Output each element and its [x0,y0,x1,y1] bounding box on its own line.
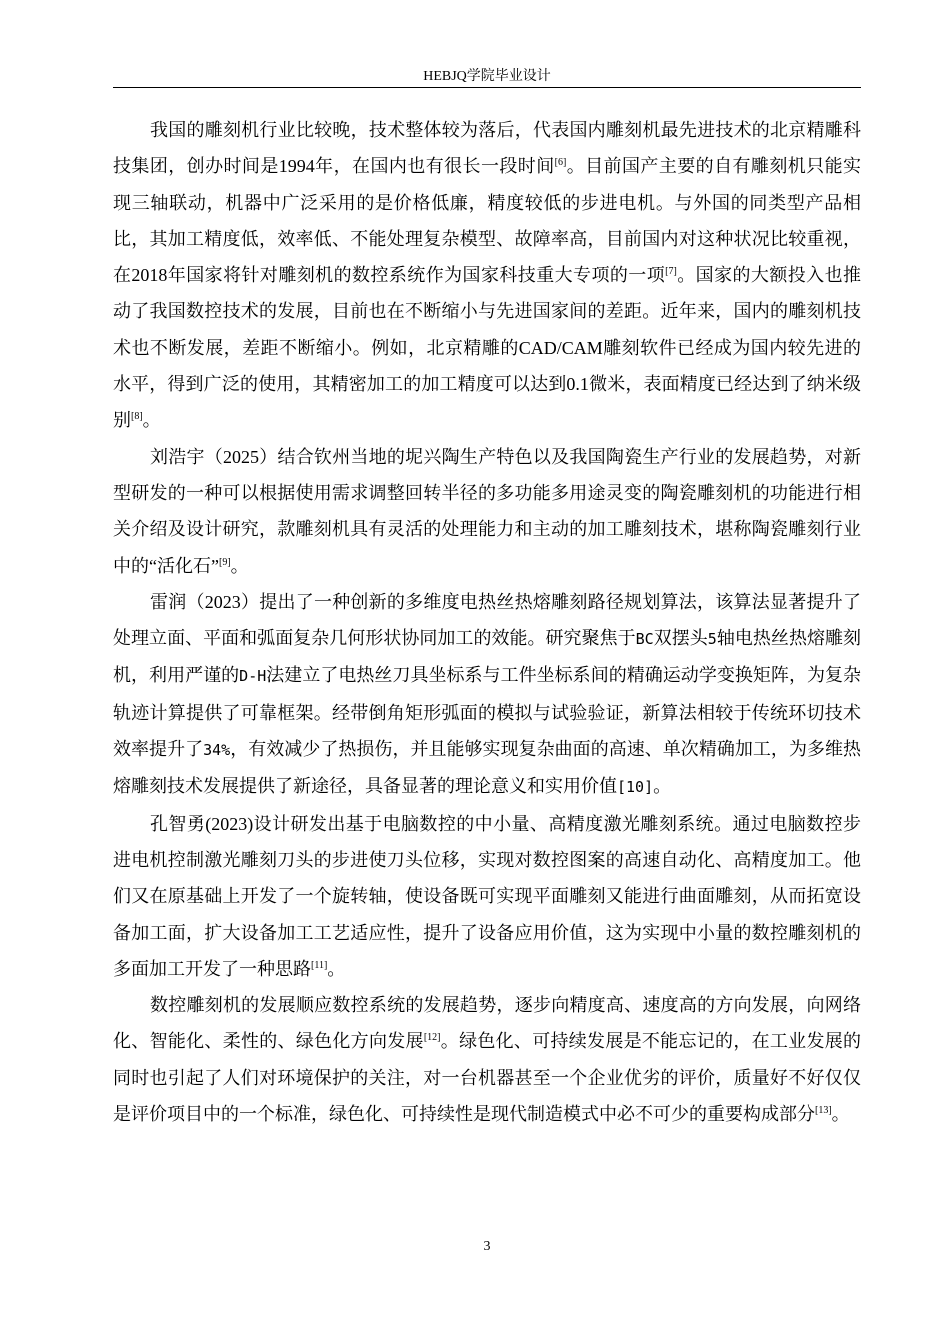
text-run: [10] [617,778,654,797]
text-run: 。国家的大额投入也推动了我国数控技术的发展，目前也在不断缩小与先进国家间的差距。近年来，国内的雕刻机技术也不断发展，差距不断缩小。例如，北京精雕的CAD/CAM雕刻软件已经成为国内较先进的水平，得到广泛的使用，其精密加工的加工精度可以达到0.1微米，表面精度已经达到了纳米级别 [113,265,861,431]
citation-marker: [8] [131,411,143,423]
text-run: 34% [203,741,231,760]
text-run: 雷润（2023）提出了一种创新的多维度电热丝热熔雕刻路径规划算法，该算法显著提升了处理立面、平面和弧面复杂几何形状协同加工的效能。研究聚焦于 [113,591,861,649]
text-run: 。目前国产主要的自有雕刻机只能实现三轴联动，机器中广泛采用的是价格低廉，精度较低的步进电机。与外国的同类型产品相比，其加工精度低，效率低、不能处理复杂模型、故障率高，目前国内对这种状况比较重视，在2018年国家将针对雕刻机的数控系统作为国家科技重大专项的一项 [113,156,862,286]
text-run: 数控雕刻机的发展顺应数控系统的发展趋势，逐步向精度高、速度高的方向发展，向网络化、智能化、柔性的、绿色化方向发展 [113,995,861,1052]
citation-marker: [11] [311,959,328,971]
header-divider [113,87,861,88]
citation-marker: [7] [665,266,677,278]
text-run: 。 [230,555,249,576]
page-header: HEBJQ学院毕业设计 [423,69,551,84]
page-number: 3 [483,1239,491,1254]
text-run: 法建立了电热丝刀具坐标系与工件坐标系间的精确运动学变换矩阵，为复杂轨迹计算提供了可靠框架。经带倒角矩形弧面的模拟与试验验证，新算法相较于传统环切技术效率提升了 [113,665,862,760]
paragraph-liu-haoyu-2025 [113,439,861,584]
text-run: 。绿色化、可持续发展是不能忘记的，在工业发展的同时也引起了人们对环境保护的关注，对一台机器甚至一个企业优劣的评价，质量好不好仅仅是评价项目中的一个标准，绿色化、可持续性是现代制造模式中必不可少的重要构成部分 [113,1031,862,1125]
text-run: 孔智勇(2023)设计研发出基于电脑数控的中小量、高精度激光雕刻系统。通过电脑数控步进电机控制激光雕刻刀头的步进使刀头位移，实现对数控图案的高速自动化、高精度加工。他们又在原基础上开发了一个旋转轴，使设备既可实现平面雕刻又能进行曲面雕刻，从而拓宽设备加工面，扩大设备加工工艺适应性，提升了设备应用价值，这为实现中小量的数控雕刻机的多面加工开发了一种思路 [113,813,861,979]
citation-marker: [6] [554,157,567,169]
text-run: 。 [327,958,346,979]
citation-marker: [12] [423,1032,441,1044]
text-run: D-H [239,667,267,686]
text-run: 轴电热丝热熔雕刻机，利用严谨的 [113,628,862,686]
text-run: 我国的雕刻机行业比较晚，技术整体较为落后，代表国内雕刻机最先进技术的北京精雕科技集团，创办时间是1994年，在国内也有很长一段时间 [113,120,861,177]
text-run: 。 [831,1104,850,1125]
document-body [113,112,861,1132]
text-run: 刘浩宇（2025）结合钦州当地的坭兴陶生产特色以及我国陶瓷生产行业的发展趋势，对新型研发的一种可以根据使用需求调整回转半径的多功能多用途灵变的陶瓷雕刻机的功能进行相关介绍及设计研究，款雕刻机具有灵活的处理能力和主动的加工雕刻技术，堪称陶瓷雕刻行业中的“活化石” [113,446,861,576]
text-run: 5 [707,630,717,649]
paragraph-lei-run-2023 [113,584,861,806]
citation-marker: [13] [815,1105,832,1117]
text-run: 。 [653,776,672,797]
text-run: 。 [142,410,161,431]
paragraph-development-trend [113,987,861,1132]
text-run: BC [635,630,654,649]
paragraph-kong-zhiyong-2023 [113,806,861,987]
text-run: ，有效减少了热损伤，并且能够实现复杂曲面的高速、单次精确加工，为多维热熔雕刻技术发展提供了新途径，具备显著的理论意义和实用价值 [113,739,862,797]
paragraph-domestic-engraving-industry [113,112,861,439]
citation-marker: [9] [218,556,231,568]
text-run: 双摆头 [653,628,708,649]
